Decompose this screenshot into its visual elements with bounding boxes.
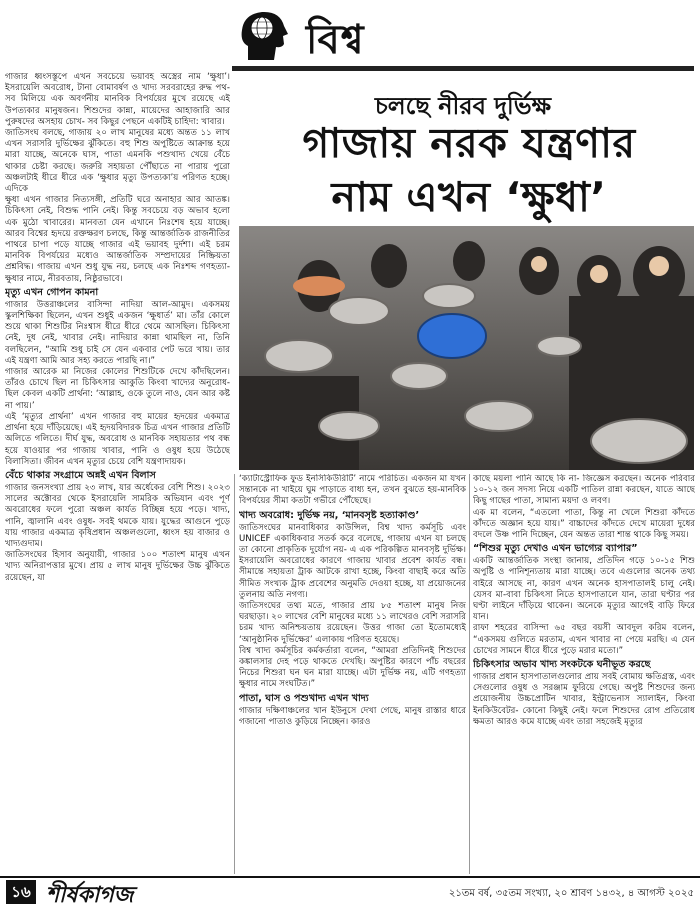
paragraph: কাছে ময়লা পানি আছে কি না- জিজ্ঞেস করছেন। অনেক পরিবার ১০-১২ জন সদস্য নিয়ে একটি পাতিল রান্না করছেন, যাতে আছে কিছু গাছের পাতা, সামান্য ময়দা ও লবণ। [473, 474, 695, 507]
subheading: বেঁচে থাকার সংগ্রামে অন্নই এখন বিলাস [5, 469, 156, 481]
column-divider [469, 474, 470, 874]
header-rule [232, 66, 694, 71]
dateline: ২১তম বর্ষ, ৩৫তম সংখ্যা, ২০ শ্রাবণ ১৪৩২, ৪ আগস্ট ২০২৫ [448, 888, 694, 899]
column-divider [234, 474, 235, 874]
paragraph: এই ‘মৃত্যুর প্রার্থনা’ এখন গাজার বহু মায়ের হৃদয়ের একমাত্র প্রার্থনা হয়ে দাঁড়িয়েছে। এই হৃদয়বিদারক চিত্র এখন গাজার প্রতিটি অলিতে গলিতে। দীর্ঘ যুদ্ধ, অবরোধ ও মানবিক সহায়তার পথ বন্ধ হয়ে যাওয়ার পর গাজায় খাবার, পানি ও ওষুধ হয়ে উঠেছে বিলাসিতা। জীবন এখন মৃত্যুর চেয়ে বেশি যন্ত্রণাদায়ক। [5, 411, 230, 467]
paragraph: গাজার ধ্বংসস্তূপে এখন সবচেয়ে ভয়াবহ অস্ত্রের নাম ‘ক্ষুধা’। ইসরায়েলি অবরোধ, টানা বোমাবর্ষণ ও খাদ্য সরবরাহের রুদ্ধ পথ-সব মিলিয়ে এক অবর্ণনীয় মানবিক বিপর্যয়ের মুখে রয়েছে এই উপত্যকার মানুষজন। শিশুদের কান্না, মায়েদের আহাজারি আর পুরুষদের অসহায় চোখ- সব কিছুর পেছনে একটিই চাহিদা: খাবার। [5, 72, 230, 127]
paragraph: ক্ষুধা এখন গাজার নিত্যসঙ্গী, প্রতিটি ঘরে অনাহার আর আতঙ্ক। চিকিৎসা নেই, বিশুদ্ধ পানি নেই। কিন্তু সবচেয়ে বড় অভাব হলো এক মুঠো খাবারের। মানবতা যেন এখানে নিঃশেষ হয়ে যাচ্ছে। আরব বিশ্বের হৃদয়ে রক্তক্ষরণ চলছে, কিন্তু আন্তর্জাতিক রাজনীতির পাথরে চাপা পড়ে যাচ্ছে গাজার এই ভয়াবহ দুর্দশা। এই চরম মানবিক বিপর্যয়ের মধ্যেও আন্তর্জাতিক সম্প্রদায়ের নিষ্ক্রিয়তা প্রশ্নবিদ্ধ। গাজায় এখন শুধু যুদ্ধ নয়, চলছে এক নিঃশব্দ গণহত্যা-ক্ষুধার নামে, নীরবতায়, নিষ্ঠুরভাবে। [5, 195, 230, 284]
column-2 [239, 474, 466, 874]
headline [238, 116, 700, 224]
paragraph: রাফা শহরের বাসিন্দা ৬৫ বছর বয়সী আবদুল করিম বলেন, “একসময় গুলিতে মরতাম, এখন খাবার না পেয়ে মরছি। এ যেন চোখের সামনে ধীরে ধীরে পুড়ে মরার মতো।” [473, 623, 695, 656]
globe-head-icon [234, 6, 302, 62]
paragraph: গাজার জনসংখ্যা প্রায় ২৩ লাখ, যার অর্ধেকের বেশি শিশু। ২০২৩ সালের অক্টোবর থেকে ইসরায়েলি সামরিক অভিযান এবং পূর্ণ অবরোধের ফলে পুরো অঞ্চল কার্যত বিচ্ছিন্ন হয়ে পড়ে। খাদ্য, পানি, জ্বালানি এবং ওষুধ- সবই থমকে যায়। যুদ্ধের আগুনে পুড়ে যায় গাজার একমাত্র কৃষিপ্রধান অঞ্চলগুলো, ধ্বংস হয় বাজার ও খাদ্যগুদাম। [5, 482, 230, 549]
paragraph: জাতিসংঘের মানবাধিকার কাউন্সিল, বিশ্ব খাদ্য কর্মসূচি এবং UNICEF একাধিকবার সতর্ক করে বলেছে, গাজায় এখন যা চলছে তা কোনো প্রাকৃতিক দুর্যোগ নয়- এ এক পরিকল্পিত মানবসৃষ্ট দুর্ভিক্ষ। ইসরায়েলি অবরোধের কারণে গাজায় খাবার প্রবেশ কার্যত বন্ধ। সীমান্তে সহায়তা ট্রাক আটকে রাখা হচ্ছে, কিংবা বাছাই করে অতি সীমিত সংখ্যক ট্রাক প্রবেশের অনুমতি দেওয়া হচ্ছে, যা প্রয়োজনের তুলনায় অতি নগণ্য। [239, 522, 466, 600]
paragraph: জাতিসংঘ বলছে, গাজায় ২০ লাখ মানুষের মধ্যে অন্তত ১১ লাখ এখন সরাসরি দুর্ভিক্ষের ঝুঁকিতে। বহু শিশু অপুষ্টিতে আক্রান্ত হয়ে মারা যাচ্ছে, অনেকে ঘাস, পাতা এমনকি পশুখাদ্য খেয়ে বেঁচে থাকার চেষ্টা করছে। জরুরি সহায়তা পৌঁছাতে না পারায় পুরো অঞ্চলটাই ধীরে ধীরে এক ‘ক্ষুধার মৃত্যু উপত্যকা’য় পরিণত হচ্ছে। এদিকে [5, 128, 230, 195]
column-1 [5, 72, 230, 874]
paragraph: গাজার উত্তরাঞ্চলের বাসিন্দা নাদিয়া আল-আমুদ। একসময় স্কুলশিক্ষিকা ছিলেন, এখন শুধুই একজন ‘ক্ষুধার্ত’ মা। তাঁর কোলে শুয়ে থাকা শিশুটির নিঃশ্বাস ধীরে ধীরে থেমে আসছিল। চিকিৎসা নেই, দুধ নেই, খাবার নেই। নাদিয়ার কান্না থামছিল না, তিনি বলছিলেন, “আমি শুধু চাই সে যেন একবার পেট ভরে খায়। তার এই যন্ত্রণা আমি আর সহ্য করতে পারছি না।” [5, 299, 230, 366]
crowd-with-pots-photo [239, 226, 694, 470]
paragraph: গাজার আরেক মা নিজের কোলের শিশুটিকে দেখে কাঁদছিলেন। তাঁরও চোখে ছিল না চিকিৎসার আকুতি কিংবা খাদ্যের অনুরোধ- ছিল কেবল একটি প্রার্থনা: ‘আল্লাহ, ওকে তুলে নাও, যেন আর কষ্ট না পায়।’ [5, 367, 230, 411]
paragraph: গাজার দক্ষিণাঞ্চলের খান ইউনুসে দেখা গেছে, মানুষ রাস্তার ধারে গজানো পাতাও কুড়িয়ে নিচ্ছেন। কারও [239, 705, 466, 727]
page-number: ১৬ [6, 880, 36, 904]
paragraph: ‘ক্যাটাস্ট্রোফিক ফুড ইনসিকিউরিটি’ নামে পরিচিত। একজন মা যখন সন্তানকে না খাইয়ে ঘুম পাড়াতে বাধ্য হন, তখন বুঝতে হয়-মানবিক বিপর্যয়ের সীমা কতটা গভীরে পৌঁছেছে। [239, 474, 466, 507]
paragraph: গাজার প্রধান হাসপাতালগুলোর প্রায় সবই বোমায় ক্ষতিগ্রস্ত, এবং সেগুলোর ওষুধ ও সরঞ্জাম ফুরিয়ে গেছে। অপুষ্ট শিশুদের জন্য প্রয়োজনীয় উচ্চপ্রোটিন খাবার, ইন্ট্রাভেনাস স্যালাইন, কিংবা ইনকিউবেটর- কোনো কিছুই নেই। ফলে শিশুদের রোগ প্রতিরোধ ক্ষমতা আরও কমে যাচ্ছে এবং তারা সহজেই মৃত্যুর [473, 672, 695, 727]
section-logo [234, 6, 302, 62]
news-photo [239, 226, 694, 470]
paragraph: একটি আন্তর্জাতিক সংস্থা জানায়, প্রতিদিন গড়ে ১০-১৫ শিশু অপুষ্টি ও পানিশূন্যতায় মারা যাচ্ছে। তবে এগুলোর অনেক তথ্য বাইরে আসছে না, কারণ এখন অনেক হাসপাতালই চালু নেই। যেসব মা-বাবা চিকিৎসা নিতে হাসপাতালে যান, তারা ঘণ্টার পর ঘণ্টা লাইনে দাঁড়িয়ে থাকেন। অনেকে মৃত্যুর আগেই বাড়ি ফিরে যান। [473, 556, 695, 623]
headline-line-2: নাম এখন ‘ক্ষুধা’ [331, 173, 607, 221]
subheading: খাদ্য অবরোধ: দুর্ভিক্ষ নয়, ‘মানবসৃষ্ট হত্যাকাণ্ড’ [239, 509, 420, 521]
column-3 [473, 474, 695, 874]
masthead-logo: শীর্ষকাগজ [46, 882, 134, 908]
paragraph: জাতিসংঘের তথ্য মতে, গাজার প্রায় ৮৫ শতাংশ মানুষ নিজ ঘরছাড়া। ২০ লাখের বেশি মানুষের মধ্যে ১১ লাখেরও বেশি সরাসরি চরম খাদ্য অনিশ্চয়তায় রয়েছেন। উত্তর গাজা তো ইতোমধ্যেই ‘আনুষ্ঠানিক দুর্ভিক্ষের’ এলাকায় পরিণত হয়েছে। [239, 601, 466, 645]
subheading: চিকিৎসার অভাব খাদ্য সংকটকে ঘনীভূত করছে [473, 659, 651, 671]
paragraph: এক মা বলেন, “এতলো পাতা, কিন্তু না খেলে শিশুরা কাঁদতে কাঁদতে অজ্ঞান হয়ে যায়।” বাচ্চাদের কাঁদতে দেখে মায়েরা দুধের বদলে উষ্ণ পানি দিচ্ছেন, যেন অন্তত তারা শান্ত থাকে কিছু সময়। [473, 507, 695, 541]
subheading: পাতা, ঘাস ও পশুখাদ্য এখন খাদ্য [239, 692, 369, 704]
subheading: মৃত্যু এখন গোপন কামনা [5, 286, 99, 298]
headline-line-1: গাজায় নরক যন্ত্রণার [302, 119, 636, 167]
kicker: চলছে নীরব দুর্ভিক্ষ [374, 91, 552, 120]
section-title: বিশ্ব [306, 16, 365, 63]
paragraph: বিশ্ব খাদ্য কর্মসূচির কর্মকর্তারা বলেন, “আমরা প্রতিদিনই শিশুদের কঙ্কালসার দেহ পড়ে থাকতে দেখছি। অপুষ্টির কারণে পাঁচ বছরের নিচের শিশুরা ঘন ঘন মারা যাচ্ছে। এটা দুর্ভিক্ষ নয়, এটি গণহত্যা ক্ষুধার নামে সংঘটিত।” [239, 645, 466, 690]
paragraph: জাতিসংঘের হিসাব অনুযায়ী, গাজার ১০০ শতাংশ মানুষ এখন খাদ্য অনিরাপত্তার মুখে। প্রায় ৫ লাখ মানুষ দুর্ভিক্ষের উচ্চ ঝুঁকিতে রয়েছেন, যা [5, 550, 230, 583]
subheading: “শিশুর মৃত্যু দেখাও এখন ভাগ্যের ব্যাপার” [473, 543, 638, 555]
